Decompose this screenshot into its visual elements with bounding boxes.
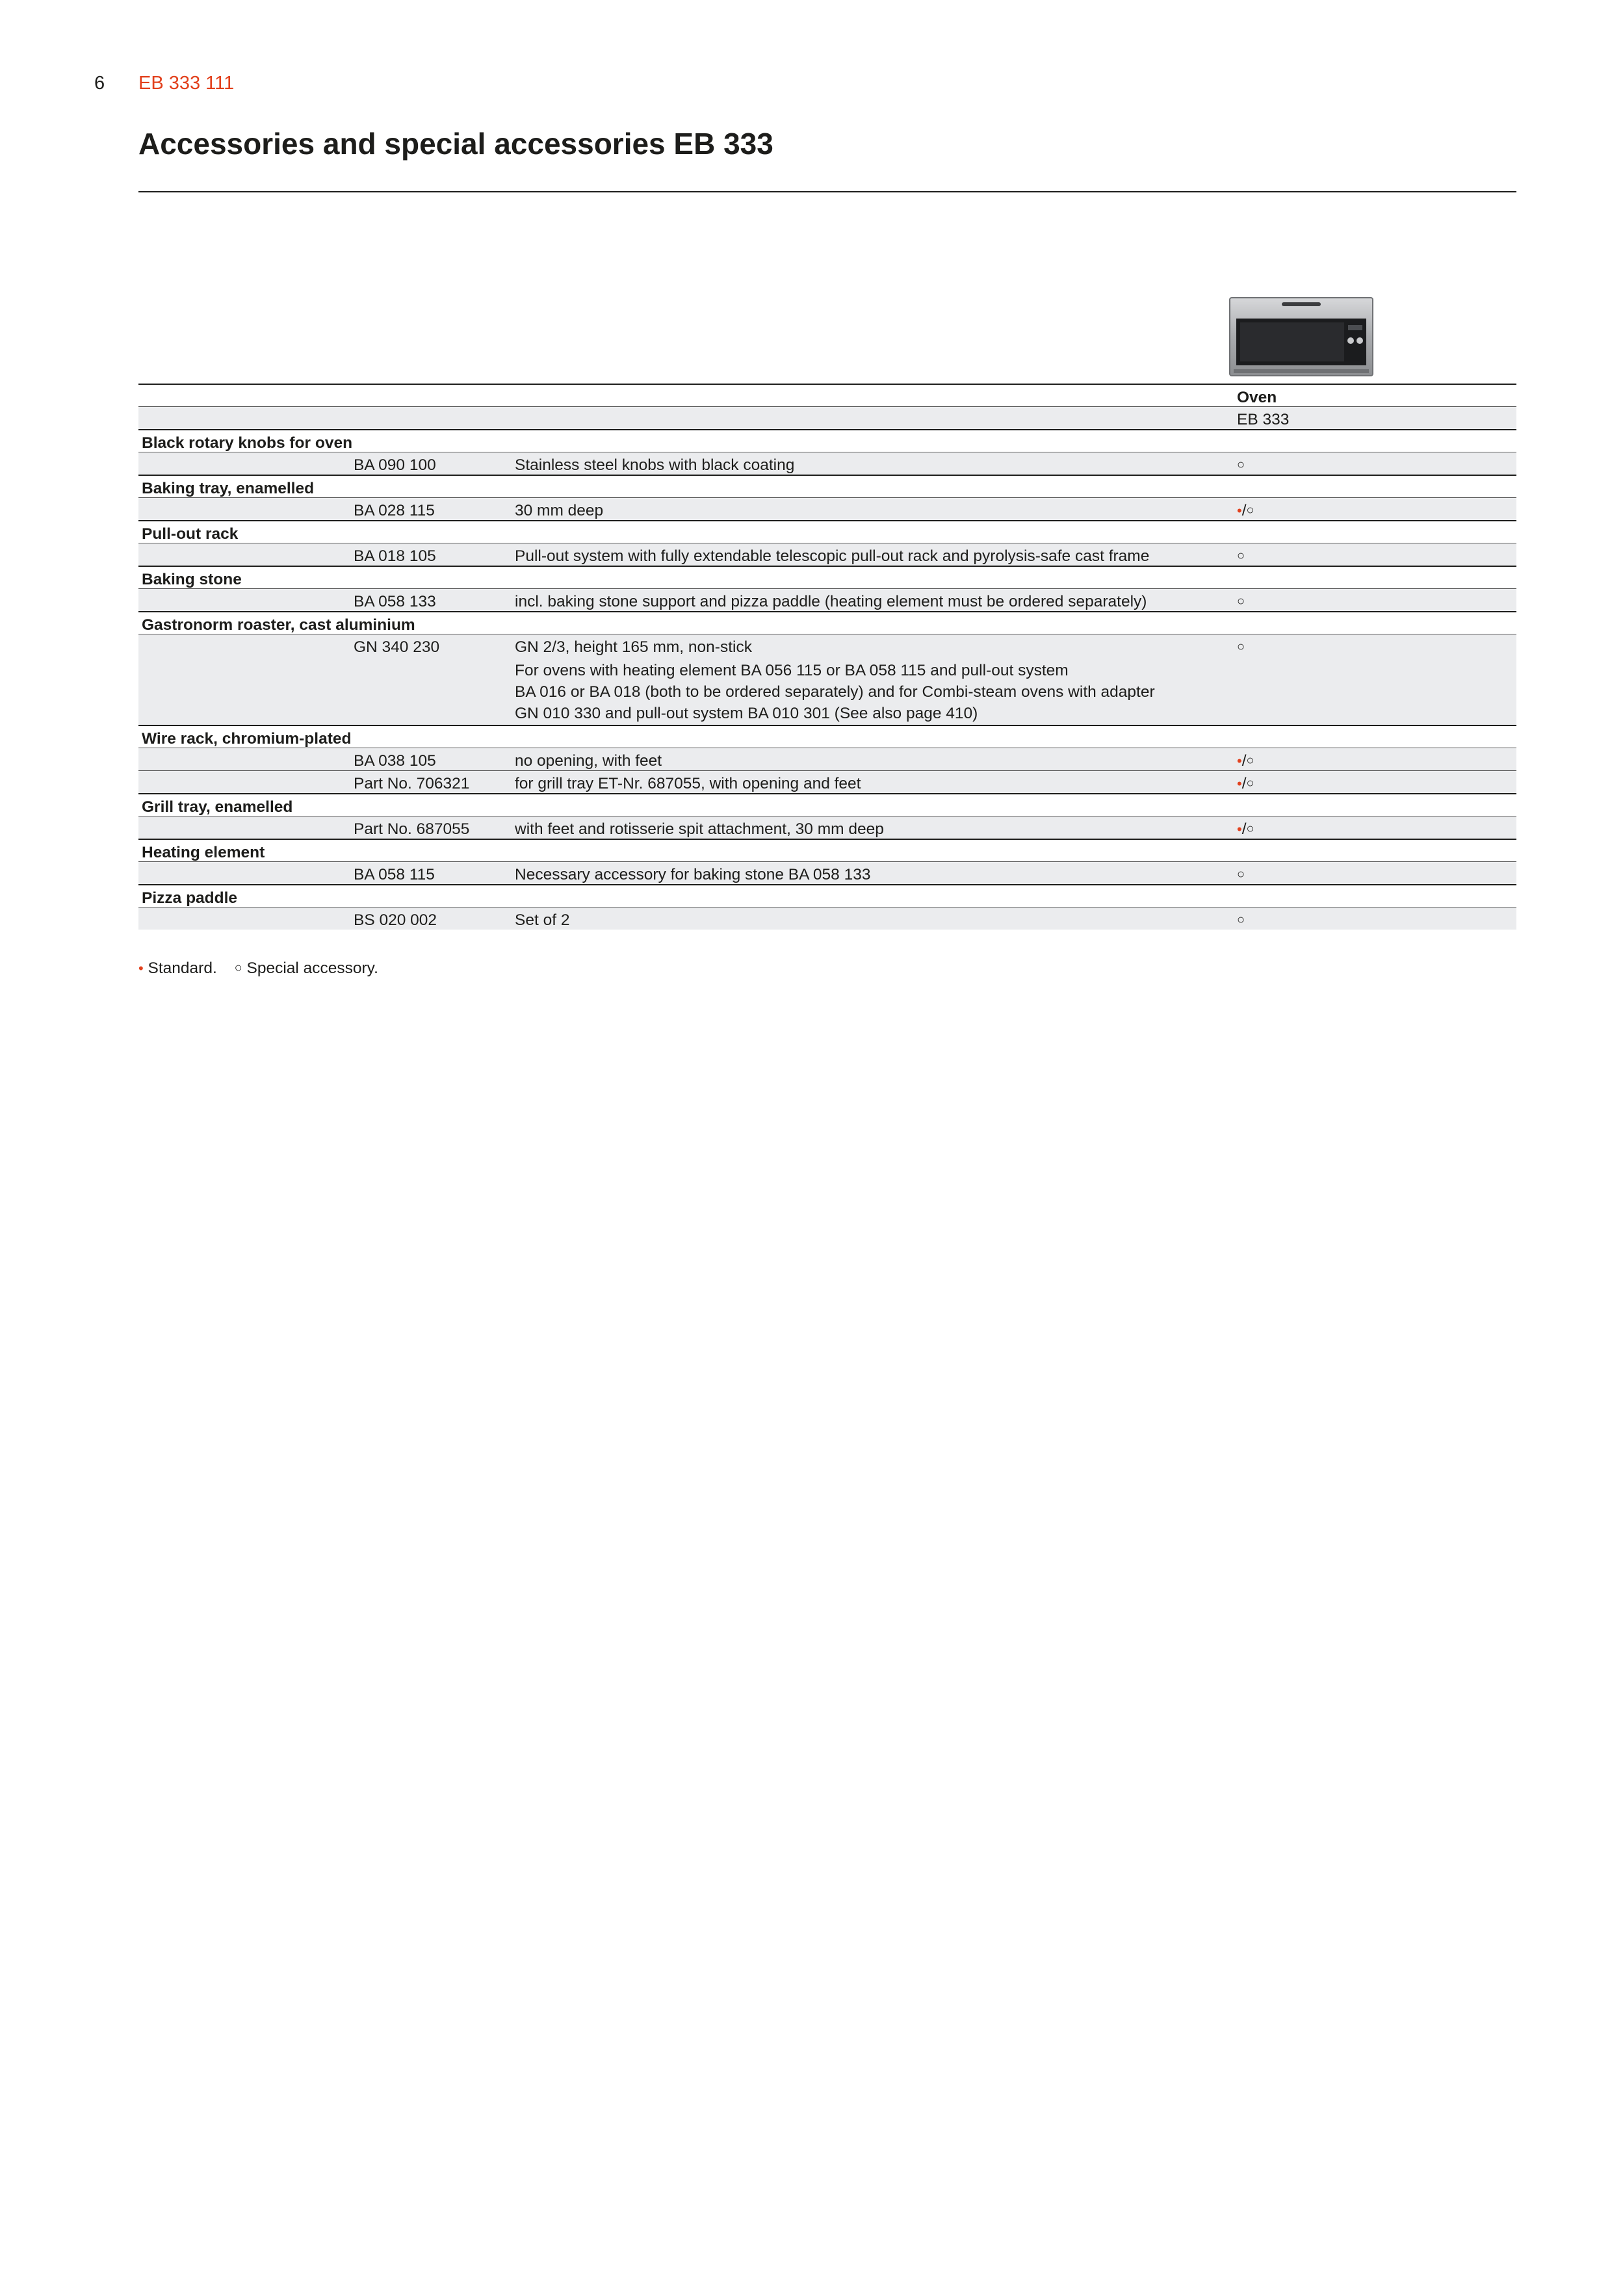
page-number: 6 (94, 73, 105, 94)
column-header-oven: Oven (1237, 389, 1277, 406)
availability-mark (1237, 907, 1516, 930)
description-line: For ovens with heating element BA 056 115 or BA 058 115 and pull-out system (515, 662, 1069, 679)
description-line: Set of 2 (515, 911, 570, 929)
item-row (138, 907, 1516, 930)
item-description (515, 498, 1237, 520)
category-row (138, 566, 1516, 588)
column-model: EB 333 (1237, 411, 1290, 428)
page-title: Accessories and special accessories EB 333 (138, 127, 773, 161)
legend-standard: • Standard. (138, 959, 217, 977)
item-description (515, 907, 1237, 930)
standard-dot-icon: • (1237, 753, 1242, 769)
description-line: 30 mm deep (515, 502, 604, 519)
category-row (138, 475, 1516, 497)
availability-mark (1237, 862, 1516, 884)
category-label: Baking tray, enamelled (142, 480, 315, 497)
legend-special: ○ Special accessory. (234, 959, 378, 977)
item-code: BA 058 115 (354, 866, 435, 883)
special-circle-icon: ○ (1237, 594, 1245, 608)
availability-mark (1237, 816, 1516, 839)
standard-dot-icon: • (1237, 502, 1242, 519)
category-label: Heating element (142, 844, 265, 861)
category-row (138, 884, 1516, 907)
standard-dot-icon: • (1237, 776, 1242, 792)
item-code: BA 018 105 (354, 547, 436, 565)
item-row (138, 861, 1516, 884)
description-line: Stainless steel knobs with black coating (515, 456, 795, 474)
availability-mark (1237, 589, 1516, 611)
category-label: Gastronorm roaster, cast aluminium (142, 616, 415, 634)
category-row (138, 839, 1516, 861)
item-description (515, 589, 1237, 611)
item-row (138, 543, 1516, 566)
description-line: Necessary accessory for baking stone BA 058 133 (515, 866, 871, 883)
special-circle-icon: ○ (1246, 753, 1254, 768)
item-description (515, 543, 1237, 566)
item-row (138, 770, 1516, 793)
mark-separator: / (1241, 775, 1247, 792)
item-row (138, 588, 1516, 611)
description-line: GN 2/3, height 165 mm, non-stick (515, 638, 752, 656)
special-circle-icon: ○ (1237, 867, 1245, 881)
mark-separator: / (1241, 502, 1247, 519)
standard-dot-icon: • (1237, 821, 1242, 837)
item-description (515, 816, 1237, 839)
item-row (138, 497, 1516, 520)
availability-mark (1237, 543, 1516, 566)
special-circle-icon: ○ (1237, 549, 1245, 563)
item-row (138, 748, 1516, 770)
category-label: Wire rack, chromium-plated (142, 730, 352, 748)
accessories-table (138, 384, 1516, 930)
category-row (138, 725, 1516, 748)
availability-mark (1237, 771, 1516, 793)
item-code: GN 340 230 (354, 638, 440, 656)
category-row (138, 520, 1516, 543)
mark-separator: / (1241, 752, 1247, 770)
category-row (138, 793, 1516, 816)
special-circle-icon: ○ (1237, 458, 1245, 472)
item-description (515, 634, 1237, 725)
description-line: for grill tray ET-Nr. 687055, with opening and feet (515, 775, 861, 792)
oven-product-image (1228, 296, 1374, 377)
item-row (138, 452, 1516, 475)
category-label: Pizza paddle (142, 889, 238, 907)
item-code: Part No. 687055 (354, 820, 470, 838)
special-circle-icon: ○ (1237, 640, 1245, 654)
special-circle-icon: ○ (234, 961, 242, 975)
item-code: BA 028 115 (354, 502, 435, 519)
item-code: BA 090 100 (354, 456, 436, 474)
item-description (515, 452, 1237, 475)
category-label: Black rotary knobs for oven (142, 434, 353, 452)
item-description (515, 771, 1237, 793)
category-label: Pull-out rack (142, 525, 239, 543)
availability-mark (1237, 452, 1516, 475)
item-code: BA 058 133 (354, 593, 436, 610)
item-description (515, 862, 1237, 884)
category-row (138, 611, 1516, 634)
special-circle-icon: ○ (1246, 503, 1254, 517)
model-code: EB 333 111 (138, 73, 235, 94)
category-row (138, 429, 1516, 452)
item-row (138, 816, 1516, 839)
description-line: BA 016 or BA 018 (both to be ordered separately) and for Combi-steam ovens with adapter (515, 683, 1155, 701)
special-circle-icon: ○ (1246, 822, 1254, 836)
availability-mark (1237, 634, 1516, 725)
mark-separator: / (1241, 820, 1247, 838)
category-label: Baking stone (142, 571, 242, 588)
item-description (515, 748, 1237, 770)
item-code: Part No. 706321 (354, 775, 470, 792)
description-line: GN 010 330 and pull-out system BA 010 301 (See also page 410) (515, 705, 978, 722)
description-line: incl. baking stone support and pizza paddle (heating element must be ordered separately) (515, 593, 1147, 610)
special-circle-icon: ○ (1246, 776, 1254, 790)
description-line: no opening, with feet (515, 752, 662, 770)
category-label: Grill tray, enamelled (142, 798, 293, 816)
table-model-row (138, 406, 1516, 429)
standard-dot-icon: • (138, 960, 144, 976)
title-divider (138, 191, 1516, 192)
legend (138, 958, 391, 980)
item-code: BS 020 002 (354, 911, 437, 929)
availability-mark (1237, 748, 1516, 770)
item-row (138, 634, 1516, 725)
description-line: with feet and rotisserie spit attachment, 30 mm deep (515, 820, 884, 838)
availability-mark (1237, 498, 1516, 520)
item-code: BA 038 105 (354, 752, 436, 770)
special-circle-icon: ○ (1237, 913, 1245, 927)
table-header-row (138, 384, 1516, 406)
description-line: Pull-out system with fully extendable telescopic pull-out rack and pyrolysis-safe cast frame (515, 547, 1150, 565)
